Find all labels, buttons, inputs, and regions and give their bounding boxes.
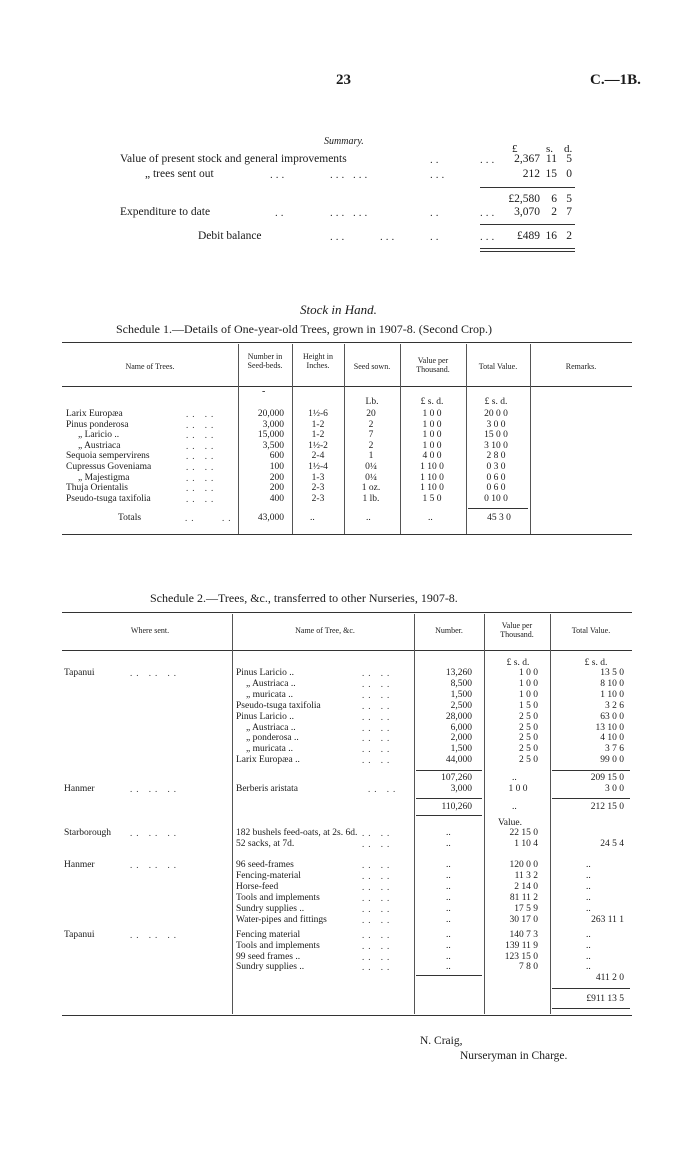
value: 2 5 0 [519, 723, 538, 733]
summary-shillings: 11 [545, 153, 557, 165]
leader-dots: .. .. [186, 451, 218, 461]
unit-lsd: £ s. d. [420, 397, 444, 407]
seed-sown: 1 [368, 451, 374, 461]
leader-dots: .. .. [362, 915, 394, 925]
number: .. [446, 839, 451, 849]
leader-dots: .. .. [362, 828, 394, 838]
leader-dots: .. .. [362, 679, 394, 689]
number: .. [446, 915, 451, 925]
height-inches: 1½-2 [308, 441, 328, 451]
total-value: 0 10 0 [484, 494, 508, 504]
table-rule [468, 508, 528, 509]
summary-pounds: £2,580 [508, 193, 540, 205]
summary-pounds: £489 [517, 230, 540, 242]
total-value: 63 0 0 [600, 712, 624, 722]
tree-name: Larix Europæa [66, 409, 123, 419]
seedbed-number: 20,000 [257, 409, 284, 419]
height-inches: 1-3 [311, 473, 325, 483]
value-per-thousand: 1 0 0 [422, 441, 442, 451]
total-value: .. [586, 860, 591, 870]
total-value: 20 0 0 [484, 409, 508, 419]
total-value: .. [586, 871, 591, 881]
total-value: 0 6 0 [486, 473, 506, 483]
seedbed-number: 3,500 [262, 441, 284, 451]
seed-sown: 2 [368, 441, 374, 451]
value: 30 17 0 [509, 915, 538, 925]
table-rule [62, 612, 632, 613]
leader-dots: .. .. [186, 430, 218, 440]
summary-pounds-header: £ [512, 143, 518, 155]
col-header-value: Value per Thousand. [416, 356, 450, 374]
leader-dots: .. .. [362, 904, 394, 914]
number: 1,500 [450, 690, 472, 700]
leader-dots: .. .. [362, 723, 394, 733]
summary-pounds: 212 [522, 168, 540, 180]
col-header-value: Value per Thousand. [500, 621, 534, 639]
value: 139 11 9 [505, 941, 538, 951]
col-header-name: Name of Trees. [125, 362, 175, 371]
summary-shillings: 2 [551, 206, 557, 218]
value: 11 3 2 [514, 871, 538, 881]
tree-name: „ Laricio .. [78, 430, 120, 440]
tree-name: Horse-feed [236, 882, 279, 892]
seedbed-number: 15,000 [257, 430, 284, 440]
subtotal-total: 209 15 0 [590, 773, 624, 783]
summary-row-label: Debit balance [198, 230, 262, 242]
total-value: .. [586, 904, 591, 914]
value: 22 15 0 [509, 828, 538, 838]
tree-name: Pinus ponderosa [66, 420, 129, 430]
summary-pounds: 2,367 [514, 153, 540, 165]
number: .. [446, 962, 451, 972]
totals-label: Totals [118, 513, 142, 523]
value-per-thousand: 1 10 0 [420, 462, 444, 472]
total-value: 4 10 0 [600, 733, 624, 743]
seedbed-number: 600 [269, 451, 284, 461]
value: 7 8 0 [519, 962, 538, 972]
leader-dots: .. .. [362, 930, 394, 940]
height-inches: 2-3 [311, 494, 325, 504]
signature-name: N. Craig, [420, 1035, 463, 1047]
tree-name: 182 bushels feed-oats, at 2s. 6d. [236, 828, 358, 838]
total-value: 0 3 0 [486, 462, 506, 472]
tree-name: Pseudo-tsuga taxifolia [66, 494, 151, 504]
summary-pence: 5 [566, 153, 572, 165]
tree-name: Thuja Orientalis [66, 483, 128, 493]
unit-lsd: £ s. d. [506, 658, 530, 668]
leader-dots: .. .. [186, 494, 218, 504]
total-value: 15 0 0 [484, 430, 508, 440]
leader-dots: .. .. [186, 441, 218, 451]
subtotal-number: 110,260 [441, 802, 472, 812]
total-value: 3 0 0 [486, 420, 506, 430]
summary-rule [480, 187, 575, 188]
totals-value: 45 3 0 [487, 513, 511, 523]
seedbed-number: 200 [269, 483, 284, 493]
total-value: .. [586, 952, 591, 962]
number: .. [446, 941, 451, 951]
summary-shillings-header: s. [546, 143, 554, 155]
tree-name: 52 sacks, at 7d. [236, 839, 295, 849]
number: .. [446, 893, 451, 903]
value: 140 7 3 [509, 930, 538, 940]
number: 6,000 [450, 723, 472, 733]
subtotal-number: 107,260 [441, 773, 472, 783]
value-per-thousand: 1 10 0 [420, 473, 444, 483]
col-header-height: Height in Inches. [303, 352, 333, 370]
number: 8,500 [450, 679, 472, 689]
leader-dots: .. .. [362, 668, 394, 678]
col-header-remarks: Remarks. [565, 362, 597, 371]
tree-name: Pinus Laricio .. [236, 712, 295, 722]
value: 120 0 0 [509, 860, 538, 870]
value: 81 11 2 [509, 893, 538, 903]
col-header-total: Total Value. [478, 362, 518, 371]
leader-dots: .. .. [362, 952, 394, 962]
stock-heading: Stock in Hand. [300, 302, 377, 317]
number: .. [446, 828, 451, 838]
summary-row-label: Value of present stock and general improvements [120, 153, 347, 165]
value-per-thousand: 1 0 0 [422, 420, 442, 430]
signature-title: Nurseryman in Charge. [460, 1050, 568, 1062]
table-rule [62, 386, 632, 387]
total-value: 8 10 0 [600, 679, 624, 689]
leader-dots: .. .. [362, 941, 394, 951]
total-value: 3 10 0 [484, 441, 508, 451]
total-value: .. [586, 893, 591, 903]
tree-name: Larix Europæa .. [236, 755, 300, 765]
tree-name: Pseudo-tsuga taxifolia [236, 701, 321, 711]
number: .. [446, 930, 451, 940]
totals-number: 43,000 [257, 513, 284, 523]
value: 1 0 0 [519, 668, 538, 678]
height-inches: 1-2 [311, 420, 325, 430]
summary-pence: 2 [566, 230, 572, 242]
seed-sown: 0¼ [365, 473, 377, 483]
number: .. [446, 871, 451, 881]
table-rule [62, 342, 632, 343]
tree-name: „ Austriaca [78, 441, 121, 451]
leader-dots: .. .. [186, 462, 218, 472]
col-header-number: Number in Seed-beds. [247, 352, 283, 370]
value: 2 5 0 [519, 755, 538, 765]
col-header-total: Total Value. [571, 626, 611, 635]
table-rule [62, 1015, 632, 1016]
value: 17 5 9 [514, 904, 538, 914]
tree-name: Cupressus Goveniama [66, 462, 152, 472]
summary-rule [480, 248, 575, 249]
tree-name: „ Austriaca .. [246, 679, 296, 689]
total-value: 3 7 6 [605, 744, 624, 754]
leader-dots: .. .. [362, 712, 394, 722]
summary-pence: 5 [566, 193, 572, 205]
summary-row-label: Expenditure to date [120, 206, 211, 218]
number: .. [446, 860, 451, 870]
unit-lb: Lb. [365, 397, 379, 407]
col-header-tree: Name of Tree, &c. [295, 626, 355, 635]
where-starborough: Starborough [64, 828, 111, 838]
tree-name: 96 seed-frames [236, 860, 294, 870]
summary-rule [480, 224, 575, 225]
value: 1 0 0 [519, 679, 538, 689]
subtotal-total: 411 2 0 [595, 973, 624, 983]
total-value: .. [586, 962, 591, 972]
seed-sown: 0¼ [365, 462, 377, 472]
summary-shillings: 6 [551, 193, 557, 205]
tree-name: „ Austriaca .. [246, 723, 296, 733]
leader-dots: .. .. [362, 860, 394, 870]
total-value: .. [586, 941, 591, 951]
leader-dots: .. .. [186, 409, 218, 419]
tree-name: Sundry supplies .. [236, 904, 305, 914]
summary-row-label: „ trees sent out [145, 168, 214, 180]
col-header-where: Where sent. [130, 626, 170, 635]
value-per-thousand: 1 10 0 [420, 483, 444, 493]
total-value: 24 5 4 [600, 839, 624, 849]
tree-name: Water-pipes and fittings [236, 915, 327, 925]
total-value: 3 2 6 [605, 701, 624, 711]
leader-dots: .. .. [362, 882, 394, 892]
where-tapanui: Tapanui [64, 668, 95, 678]
total-value: 0 6 0 [486, 483, 506, 493]
tree-name: Fencing-material [236, 871, 301, 881]
seedbed-number: 200 [269, 473, 284, 483]
leader-dots: .. .. [362, 701, 394, 711]
number: .. [446, 904, 451, 914]
page-number: 23 [336, 72, 351, 88]
leader-dots: .. .. [362, 744, 394, 754]
tree-name: Sundry supplies .. [236, 962, 305, 972]
leader-dots: .. .. [186, 483, 218, 493]
value-per-thousand: 4 0 0 [422, 451, 442, 461]
summary-pence-header: d. [564, 143, 573, 155]
seed-sown: 1 oz. [361, 483, 381, 493]
col-header-seed: Seed sown. [353, 362, 391, 371]
height-inches: 2-3 [311, 483, 325, 493]
seed-sown: 2 [368, 420, 374, 430]
number: 2,000 [450, 733, 472, 743]
leader-dots: .. .. [362, 962, 394, 972]
value: 2 5 0 [519, 733, 538, 743]
leader-dots: .. .. [362, 755, 394, 765]
summary-shillings: 16 [545, 230, 557, 242]
number: .. [446, 952, 451, 962]
seedbed-number: 400 [269, 494, 284, 504]
height-inches: 1½-4 [308, 462, 328, 472]
tree-name: „ Majestigma [78, 473, 130, 483]
seed-sown: 1 lb. [362, 494, 380, 504]
value: 1 5 0 [519, 701, 538, 711]
total-value: .. [586, 930, 591, 940]
tree-name: Pinus Laricio .. [236, 668, 295, 678]
number: .. [446, 882, 451, 892]
number: 1,500 [450, 744, 472, 754]
seedbed-number: 3,000 [262, 420, 284, 430]
summary-title: Summary. [324, 136, 364, 147]
leader-dots: .. .. [362, 690, 394, 700]
number: 44,000 [445, 755, 472, 765]
value-per-thousand: 1 0 0 [422, 430, 442, 440]
where-hanmer: Hanmer [64, 784, 95, 794]
height-inches: 1-2 [311, 430, 325, 440]
col-header-number: Number. [435, 626, 463, 635]
grand-total: £911 13 5 [586, 994, 624, 1004]
summary-rule [480, 251, 575, 252]
total-value: .. [586, 882, 591, 892]
number: 28,000 [445, 712, 472, 722]
total-value: 2 8 0 [486, 451, 506, 461]
tree-name: Fencing material [236, 930, 301, 940]
schedule2-title: Schedule 2.—Trees, &c., transferred to other Nurseries, 1907-8. [150, 591, 458, 605]
value-heading: Value. [498, 818, 523, 828]
total-value: 13 5 0 [600, 668, 624, 678]
total-value: 263 11 1 [591, 915, 624, 925]
value-per-thousand: 1 5 0 [422, 494, 442, 504]
value: 2 14 0 [514, 882, 538, 892]
document-reference: C.—1B. [590, 72, 641, 88]
table-rule [62, 650, 632, 651]
tree-name: „ muricata .. [246, 690, 293, 700]
tree-name: Sequoia sempervirens [66, 451, 150, 461]
seedbed-number: 100 [269, 462, 284, 472]
value-per-thousand: 1 0 0 [422, 409, 442, 419]
value: 1 10 4 [514, 839, 538, 849]
total-value: 13 10 0 [595, 723, 624, 733]
seed-sown: 7 [368, 430, 374, 440]
height-inches: 2-4 [311, 451, 325, 461]
table-rule [62, 534, 632, 535]
value: 2 5 0 [519, 744, 538, 754]
tree-name: 99 seed frames .. [236, 952, 301, 962]
seed-sown: 20 [366, 409, 376, 419]
summary-pence: 7 [566, 206, 572, 218]
leader-dots: .. .. [186, 473, 218, 483]
total-value: 1 10 0 [600, 690, 624, 700]
value: 123 15 0 [504, 952, 538, 962]
summary-shillings: 15 [545, 168, 557, 180]
leader-dots: .. .. [362, 733, 394, 743]
total-value: 99 0 0 [600, 755, 624, 765]
leader-dots: .. .. [362, 839, 394, 849]
value: 1 0 0 [519, 690, 538, 700]
leader-dots: .. .. [186, 420, 218, 430]
tree-name: „ ponderosa .. [246, 733, 299, 743]
schedule1-title: Schedule 1.—Details of One-year-old Trees, grown in 1907-8. (Second Crop.) [116, 322, 493, 336]
where-tapanui: Tapanui [64, 930, 95, 940]
tree-name: Tools and implements [236, 941, 320, 951]
leader-dots: .. .. [362, 893, 394, 903]
summary-pounds: 3,070 [514, 206, 540, 218]
tree-name: Tools and implements [236, 893, 320, 903]
number: 13,260 [445, 668, 472, 678]
leader-dots: .. .. [362, 871, 394, 881]
where-hanmer: Hanmer [64, 860, 95, 870]
number: 2,500 [450, 701, 472, 711]
document-page: 23 C.—1B. Summary. £ s. d. Value of present stock and general improvements .. ... 2,367 11 5 „ trees sent out ... ... ... ... 212 15 0 £2,580 6 5 Expenditure to date .. ... ... .. ... 3,070 2 7 Debit balance ... ... .. ... £489 16 2 Stock in Hand. Schedule 1.—Details of One-year-old Trees, grown in 1907-8. (Second Crop.) Name of Trees. Number in Seed-beds. Height in Inches. Seed sown. Value per Thousand. Total Value. Remarks. - Lb. £ s. d. £ s. d. Larix Europæa .. .. 20,000 1½-6 20 1 0 0 20 0 0 Pinus ponderosa .. .. 3,000 1-2 2 1 0 0 3 0 0 „ Laricio .. .. .. 15,000 1-2 7 1 0 0 15 0 0 „ Austriaca .. .. 3,500 1½-2 2 1 0 0 3 10 0 Sequoia sempervirens .. .. 600 2-4 1 4 0 0 2 8 0 Cupressus Goveniama .. .. 100 1½-4 0¼ 1 10 0 0 3 0 „ Majestigma .. .. 200 1-3 0¼ 1 10 0 0 6 0 Thuja Orientalis .. .. 200 2-3 1 oz. 1 10 0 0 6 0 Pseudo-tsuga taxifolia .. .. 400 2-3 1 lb. 1 5 0 0 10 0 Totals .. .. 43,000 .. .. .. 45 3 0 Schedule 2.—Trees, &c., transferred to other Nurseries, 1907-8. Where sent. Name of Tree, &c. Number. Value per Thousand. Total Value. £ s. d. £ s. d. Tapanui .. .. .. Pinus Laricio .. .. .. 13,260 1 0 0 13 5 0 „ Austriaca .. .. .. 8,500 1 0 0 8 10 0 „ muricata .. .. .. 1,500 1 0 0 1 10 0 Pseudo-tsuga taxifolia .. .. 2,500 1 5 0 3 2 6 Pinus Laricio .. .. .. 28,000 2 5 0 63 0 0 „ Austriaca .. .. .. 6,000 2 5 0 13 10 0 „ ponderosa .. .. .. 2,000 2 5 0 4 10 0 „ muricata .. .. .. 1,500 2 5 0 3 7 6 Larix Europæa .. .. .. 44,000 2 5 0 99 0 0 107,260 .. 209 15 0 Hanmer .. .. .. Berberis aristata .. .. 3,000 1 0 0 3 0 0 110,260 .. 212 15 0 Value. Starborough .. .. .. 182 bushels feed-oats, at 2s. 6d. .. .. .. 22 15 0 52 sacks, at 7d. .. .. .. 1 10 4 24 5 4 Hanmer .. .. .. 96 seed-frames .. .. .. 120 0 0 .. Fencing-material .. .. .. 11 3 2 .. Horse-feed .. .. .. 2 14 0 .. Tools and implements .. .. .. 81 11 2 .. Sundry supplies .. .. .. .. 17 5 9 .. Water-pipes and fittings .. .. .. 30 17 0 263 11 1 Tapanui .. .. .. Fencing material .. .. .. 140 7 3 .. Tools and implements .. .. .. 139 11 9 .. 99 seed frames .. .. .. .. 123 15 0 .. Sundry supplies .. .. .. .. 7 8 0 .. 411 2 0 £911 13 5 N. Craig, Nurseryman in Charge. [64, 72, 641, 1062]
summary-pence: 0 [566, 168, 572, 180]
tree-name: „ muricata .. [246, 744, 293, 754]
subtotal-total: 212 15 0 [590, 802, 624, 812]
height-inches: 1½-6 [308, 409, 328, 419]
unit-lsd: £ s. d. [584, 658, 608, 668]
unit-lsd: £ s. d. [484, 397, 508, 407]
value: 2 5 0 [519, 712, 538, 722]
